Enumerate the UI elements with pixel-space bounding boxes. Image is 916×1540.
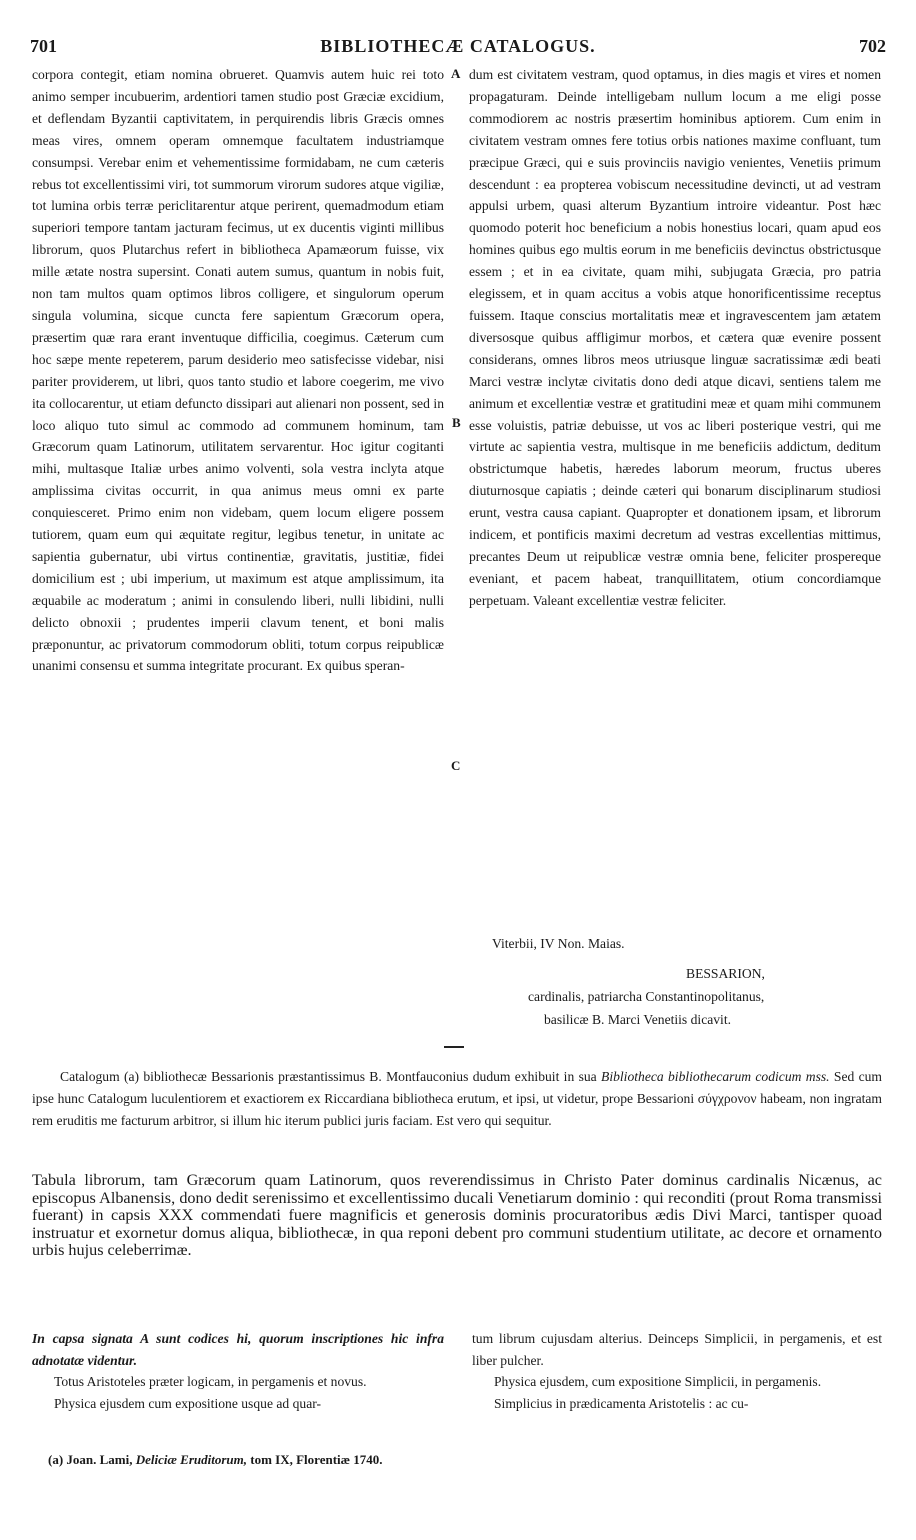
running-title: BIBLIOTHECÆ CATALOGUS. bbox=[320, 36, 596, 56]
catalog-right-column bbox=[472, 1328, 882, 1414]
margin-letter-a: A bbox=[451, 66, 461, 81]
capsa-heading: In capsa signata A sunt codices hi, quorum inscriptiones hic infra adnotatæ videntur. bbox=[32, 1331, 444, 1368]
dateline: Viterbii, IV Non. Maias. bbox=[492, 936, 625, 951]
footnote bbox=[48, 1452, 648, 1468]
margin-letter-c: C bbox=[451, 758, 461, 773]
catalog-entry: Simplicius in prædicamenta Aristotelis : ac cu- bbox=[494, 1395, 749, 1411]
signature-line-2: basilicæ B. Marci Venetiis dicavit. bbox=[544, 1012, 732, 1027]
catalog-entry: Physica ejusdem cum expositione usque ad quar- bbox=[54, 1395, 322, 1411]
catalog-introduction bbox=[32, 1066, 882, 1132]
margin-letter-b: B bbox=[452, 415, 461, 430]
letter-right-text: dum est civitatem vestram, quod optamus, in dies magis et vires et nomen propagaturam. Deinde intelligebam nullum locum a me eligi posse commodiorem ac nostris præsertim hominibus aptiorem. Cum enim in civitatem vestram omnes fere totius orbis nationes maxime confluant, tum præcipue Græci, qui e suis provinciis navigio venientes, Venetiis primum descendunt : ea propterea vobiscum necessitudine devincti, ut ad vestram appulsi urbem, quasi alterum Byzantium introire videantur. Post hæc quomodo poterit hoc beneficium a nobis honestius locari, quam apud eos homines quibus ego multis eorum in me beneficiis devinctus obstrictusque essem ; et in ea civitate, quam mihi, subjugata Græcia, pro patria elegissem, et in quam accitus a vobis atque honorificentissime receptus fuissem. Itaque conscius mortalitatis meæ et ingravescentem jam ætatem diversosque quibus affligimur morbos, et cætera quæ evenire possent considerans, omnes libros meos utriusque linguæ sacratissimæ ædi beati Marci vestræ inclytæ civitatis dono dedi atque dicavi, sentiens talem me animum et excellentiæ vestræ et gratitudini meæ et quam mihi communem esse voluistis, patriæ debuisse, ut vos ac liberi posterique vestri, qui me virtute ac sapientia vestra, multisque in me beneficiis addictum, deditum obstrictumque habetis, hæredes laborum meorum, fructus uberes diuturnosque capiatis ; deinde cæteri qui bonarum disciplinarum studiosi erunt, vestra causa capiant. Quapropter et donationem ipsam, et librorum indicem, et pontificis maximi decretum ad vestras excellentias mittimus, precantes Deum ut reipublicæ vestræ omnia bene, feliciter prospereque eveniant, et pacem habeat, tranquillitatem, otium concordiamque perpetuam. Valeant excellentiæ vestræ feliciter. bbox=[469, 67, 881, 608]
catalog-left-column bbox=[32, 1328, 444, 1414]
section-divider bbox=[444, 1046, 464, 1048]
letter-left-column bbox=[32, 64, 444, 677]
page-header bbox=[30, 36, 886, 60]
signature-name: BESSARION, bbox=[686, 966, 765, 981]
catalog-entry: tum librum cujusdam alterius. Deinceps Simplicii, in pergamenis, et est liber pulcher. bbox=[472, 1331, 882, 1368]
letter-right-column bbox=[469, 64, 881, 612]
footnote-suffix: tom IX, Florentiæ 1740. bbox=[247, 1452, 383, 1467]
page-number-left: 701 bbox=[30, 36, 57, 56]
footnote-italic-title: Deliciæ Eruditorum, bbox=[135, 1452, 247, 1467]
letter-left-text: corpora contegit, etiam nomina obrueret. Quamvis autem huic rei toto animo semper incubuerim, ardentiori tamen studio post Græciæ excidium, et deflendam Byzantii captivitatem, in perquirendis libris Græcis omnes meas vires, omnem operam omnemque facultatem industriamque consumpsi. Verebar enim et vehementissime formidabam, ne cum cæteris rebus tot excellentissimi viri, tot summorum virorum sudores atque vigiliæ, tot lumina orbis terræ periclitarentur atque perirent, quemadmodum etiam superiori tempore tantam jacturam fecimus, ut ex ducentis viginti millibus librorum, quos Plutarchus refert in bibliotheca Apamæorum fuisse, vix mille ætate nostra supersint. Conati autem sumus, quantum in nobis fuit, non tam multos quam optimos libros colligere, et singulorum operum singula volumina, sicque cuncta fere sapientum Græcorum opera, præsertim quæ rara erant inventuque difficilia, coegimus. Cæterum cum hoc sæpe mente repeterem, parum desiderio meo satisfecisse videbar, nisi pariter providerem, ut libri, quos tanto studio et labore coegerim, me vivo ita collocarentur, ut etiam defuncto dissipari aut alienari non possent, sed in loco aliquo tuto simul ac commodo ad communem hominum, tam Græcorum quam Latinorum, utilitatem servarentur. Hoc igitur cogitanti mihi, multasque Italiæ urbes animo volventi, sola vestra inclyta atque amplissima civitas occurrit, in qua animus meus omni ex parte conquiesceret. Primo enim non videbam, quem locum eligere possem tutiorem, quam eum qui æquitate regitur, legibus tenetur, in unitate ac sapientia gubernatur, ubi virtus continentiæ, gravitatis, justitiæ, fidei domicilium est ; ubi imperium, ut maximum est atque amplissimum, ita æquabile ac moderatum ; animi in consulendo liberi, nulli libidini, nulli delicto obnoxii ; prudentes imperii clavum tenent, et boni malis præponuntur, ac privatorum commodorum obliti, totum corpus reipublicæ unanimi consensu et summa integritate procurant. Ex quibus speran- bbox=[32, 67, 444, 674]
signature-line-1: cardinalis, patriarcha Constantinopolitanus, bbox=[528, 989, 765, 1004]
catalog-entry: Totus Aristoteles præter logicam, in pergamenis et novus. bbox=[54, 1374, 367, 1389]
catalog-entry: Physica ejusdem, cum expositione Simplicii, in pergamenis. bbox=[494, 1374, 822, 1389]
tabula-heading: Tabula librorum, tam Græcorum quam Latinorum, quos reverendissimus in Christo Pater dominus cardinalis Nicænus, ac episcopus Albanensis, dono dedit serenissimo et excellentissimo ducali Venetiarum dominio : qui reconditi (prout Roma transmissi fuerant) in capsis XXX commendati fuere magnificis et generosis dominis procuratoribus ædis Divi Marci, tantisper quoad instruatur et exornetur domus aliqua, bibliothecæ, in qua reponi debent pro communi studentium utilitate, ac decore et ornamento urbis hujus celeberrimæ. bbox=[32, 1171, 882, 1259]
intro-italic-title: Bibliotheca bibliothecarum codicum mss. bbox=[601, 1069, 830, 1084]
intro-text-1: Catalogum (a) bibliothecæ Bessarionis præstantissimus B. Montfauconius dudum exhibuit in sua bbox=[60, 1069, 602, 1084]
footnote-prefix: (a) Joan. Lami, bbox=[48, 1452, 136, 1467]
page-number-right: 702 bbox=[858, 36, 886, 56]
intro-text-2: Sed cum ipse hunc Catalogum luculentiorem et exactiorem ex Riccardiana bibliotheca erutum, et ipsi, ut videtur, prope Bessarioni σύγχρονον habeam, non ingratam rem eruditis me facturum arbitror, si illum hic iterum publici juris faciam. Est vero qui sequitur. bbox=[32, 1069, 882, 1128]
